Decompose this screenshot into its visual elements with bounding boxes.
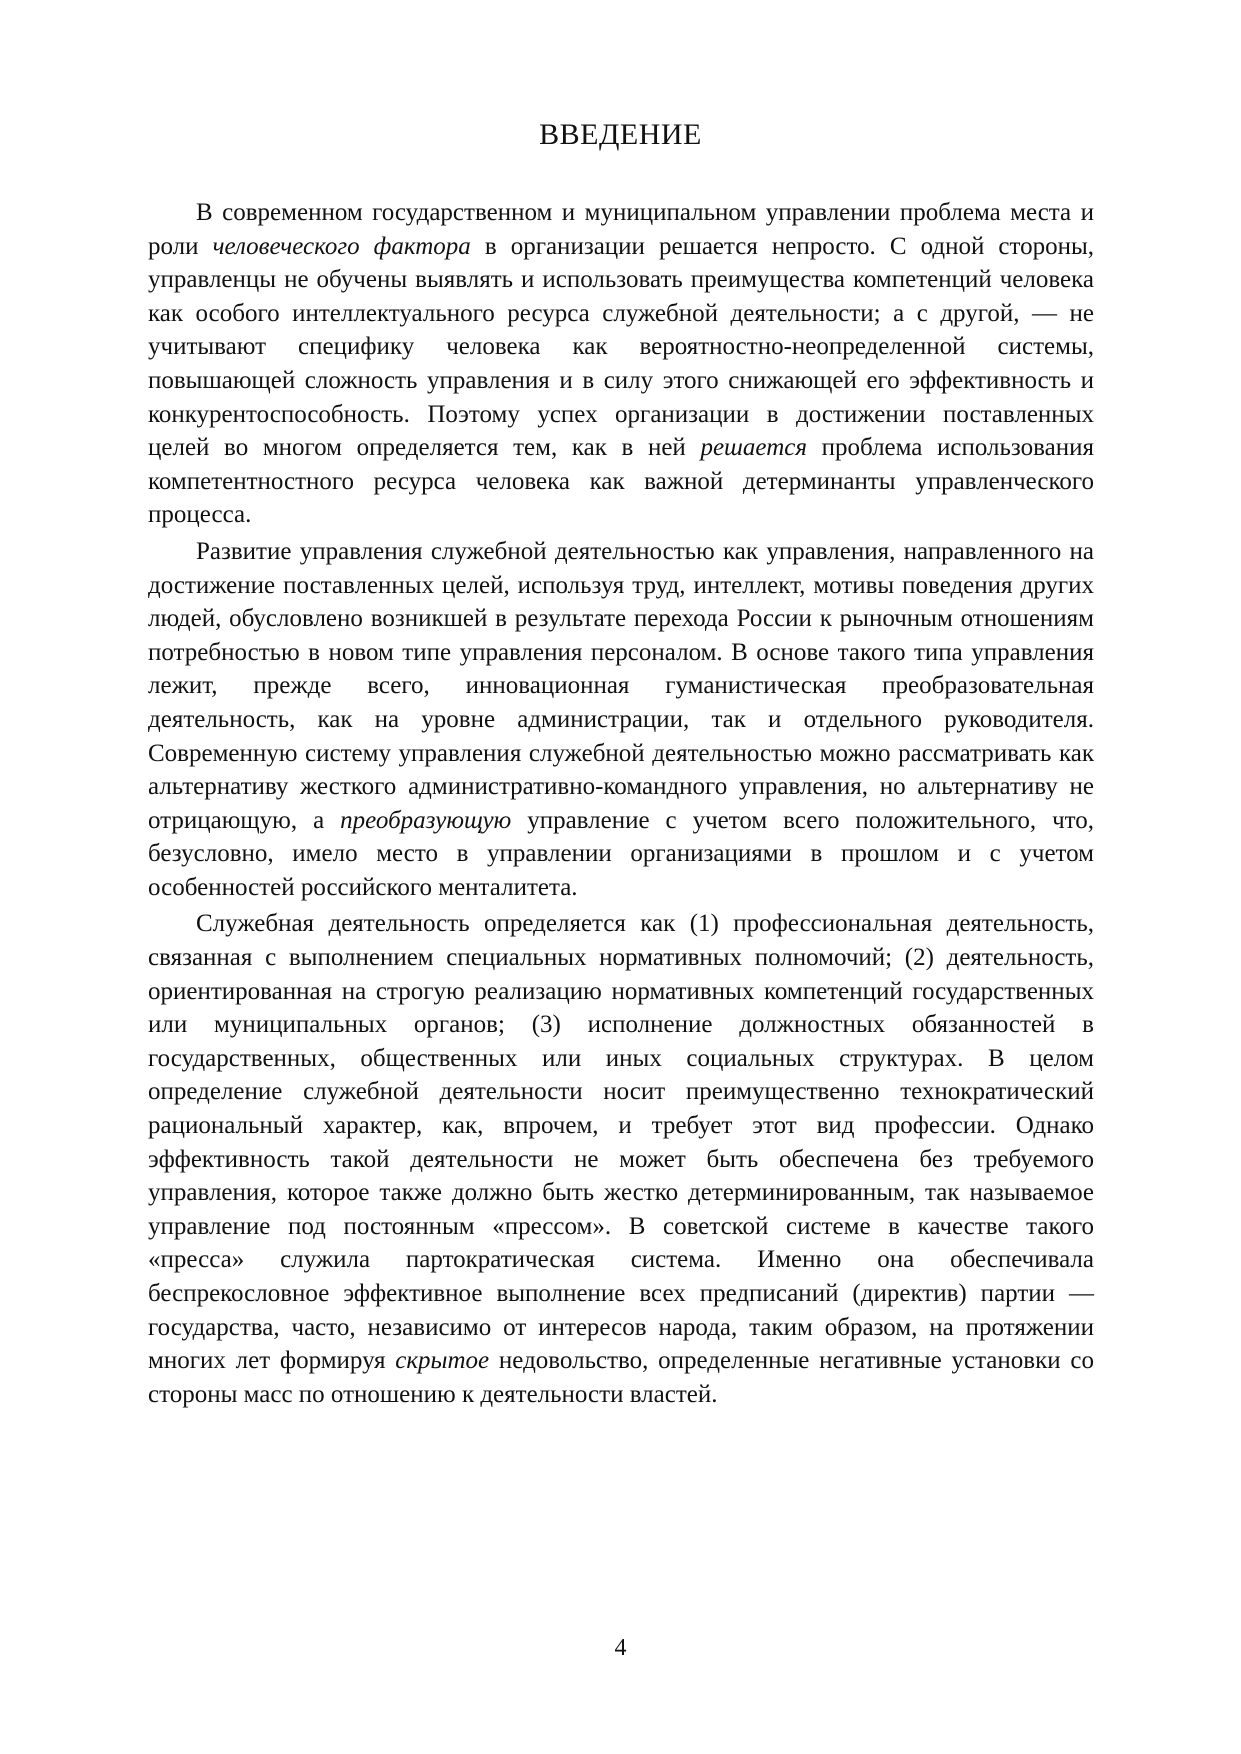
italic-emphasis: преобразующую bbox=[340, 806, 512, 834]
text-run: Служебная деятельность определяется как (1) профессиональная деятельность, связанная с выполнением специальных нормативных полномочий; (2) деятельность, ориентированная на строгую реализацию нормативных компетенций государственных или муниципальных органов; (3) исполнение должностных обязанностей в государственных, общественных или иных социальных структурах. В целом определение служебной деятельности носит преимущественно технократический рациональный характер, как, впрочем, и требует этот вид профессии. Однако эффективность такой деятельности не может быть обеспечена без требуемого управления, которое также должно быть жестко детерминированным, так называемое управление под постоянным «прессом». В советской системе в качестве такого «пресса» служила партократическая система. Именно она обеспечивала беспрекословное эффективное выполнение всех предписаний (директив) партии — государства, часто, независимо от интересов народа, таким образом, на протяжении многих лет формируя bbox=[148, 910, 1094, 1375]
paragraph-3 bbox=[148, 907, 1094, 1411]
italic-emphasis: скрытое bbox=[395, 1347, 490, 1375]
text-run: недовольство, определенные негативные установки со стороны масс по отношению к деятельности властей. bbox=[148, 1347, 1094, 1408]
page-number: 4 bbox=[614, 1635, 627, 1661]
text-run: В современном государственном и муниципальном управлении проблема места и роли bbox=[148, 199, 1094, 260]
italic-emphasis: решается bbox=[700, 434, 807, 462]
text-run: Развитие управления служебной деятельностью как управления, направленного на достижение поставленных целей, используя труд, интеллект, мотивы поведения других людей, обусловлено возникшей в результате перехода России к рыночным отношениям потребностью в новом типе управления персоналом. В основе такого типа управления лежит, прежде всего, инновационная гуманистическая преобразовательная деятельность, как на уровне администрации, так и отдельного руководителя. Современную систему управления служебной деятельностью можно рассматривать как альтернативу жесткого административно-командного управления, но альтернативу не отрицающую, а bbox=[148, 537, 1094, 834]
paragraph-2 bbox=[148, 535, 1094, 905]
text-run: управление с учетом всего положительного, что, безусловно, имело место в управлении организациями в прошлом и с учетом особенностей российского менталитета. bbox=[148, 806, 1094, 901]
body-text bbox=[148, 196, 1094, 1411]
page-heading: ВВЕДЕНИЕ bbox=[539, 118, 702, 151]
text-run: проблема использования компетентностного ресурса человека как важной детерминанты управленческого процесса. bbox=[148, 434, 1094, 529]
text-run: в организации решается непросто. С одной стороны, управленцы не обучены выявлять и использовать преимущества компетенций человека как особого интеллектуального ресурса служебной деятельности; а с другой, — не учитывают специфику человека как вероятностно-неопределенной системы, повышающей сложность управления и в силу этого снижающей его эффективность и конкурентоспособность. Поэтому успех организации в достижении поставленных целей во многом определяется тем, как в ней bbox=[148, 232, 1094, 462]
paragraph-1 bbox=[148, 196, 1094, 532]
italic-emphasis: человеческого фактора bbox=[212, 232, 471, 260]
